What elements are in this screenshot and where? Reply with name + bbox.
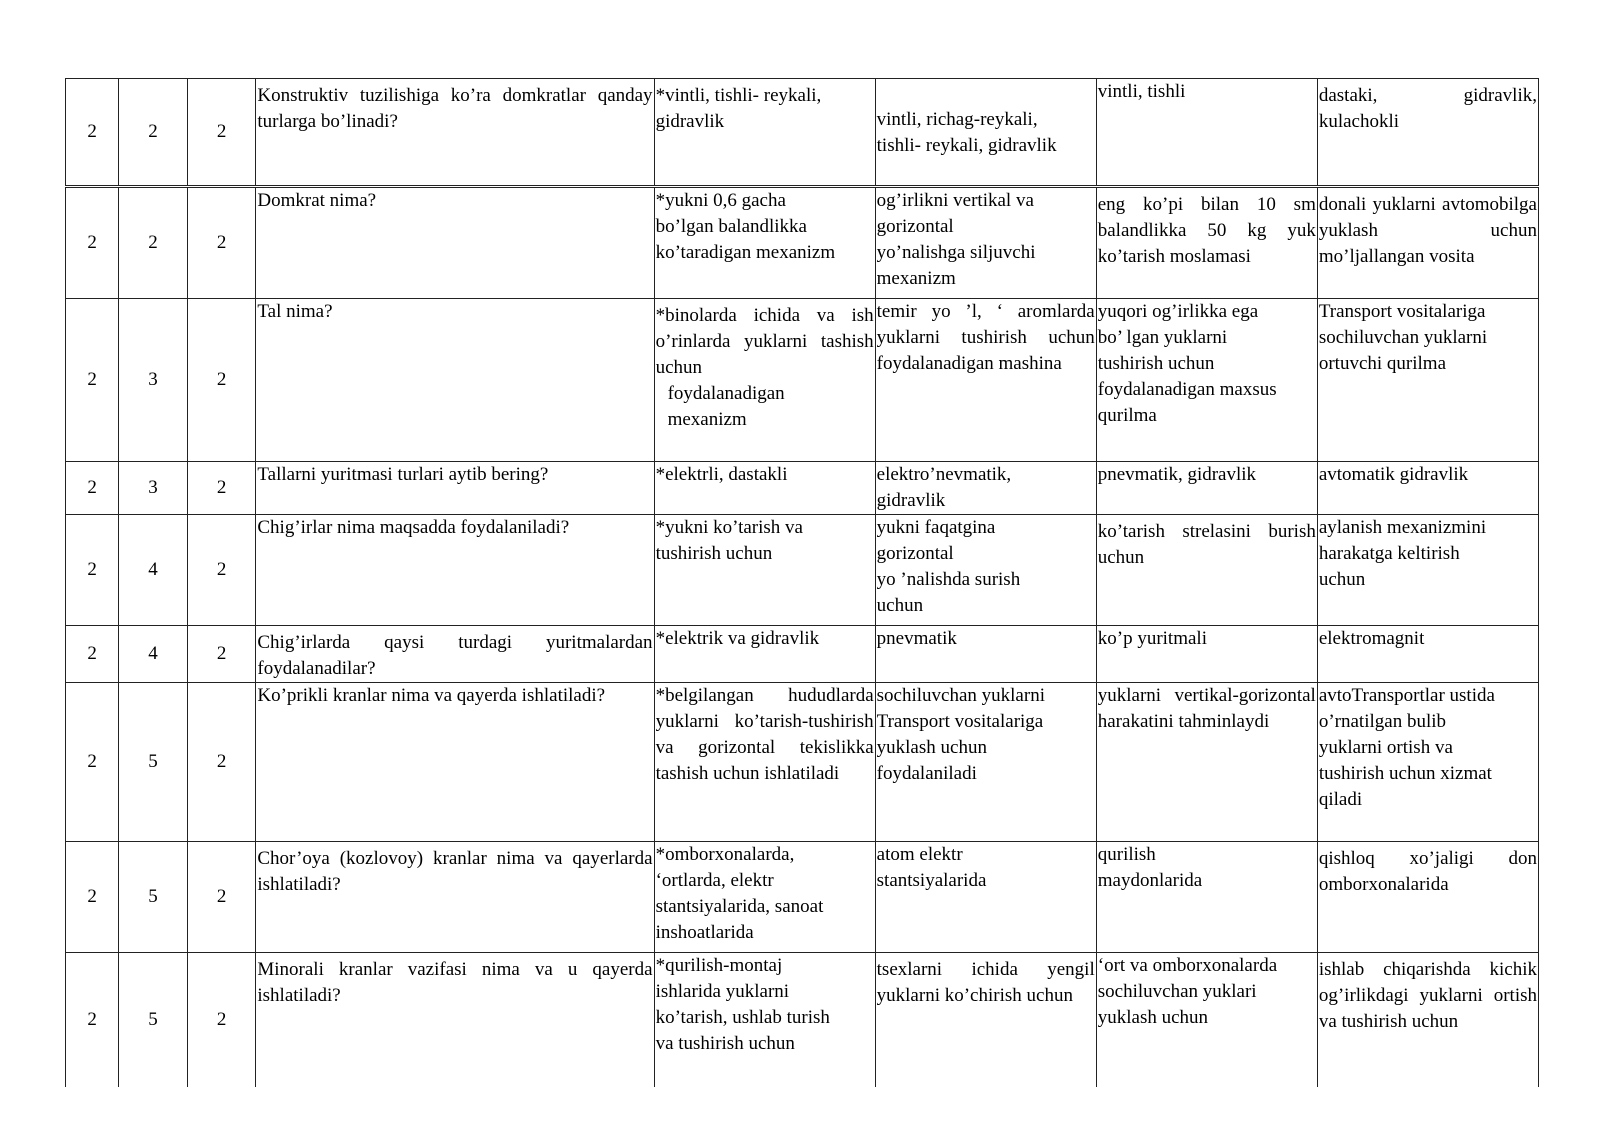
test-questions-table xyxy=(65,78,1539,1087)
answer-option-4: ishlab chiqarishda kichik og’irlikdagi yuklarni ortish va tushirish uchun xyxy=(1317,953,1538,1088)
cell-col1: 2 xyxy=(66,515,119,626)
answer-option-3: pnevmatik, gidravlik xyxy=(1096,462,1317,515)
answer-option-4: donali yuklarni avtomobilga yuklash uchun mo’ljallangan vosita xyxy=(1317,187,1538,299)
answer-option-4: aylanish mexanizmini harakatga keltirish uchun xyxy=(1317,515,1538,626)
answer-option-3: yuklarni vertikal-gorizontal harakatini tahminlaydi xyxy=(1096,683,1317,842)
question-cell: Ko’prikli kranlar nima va qayerda ishlatiladi? xyxy=(256,683,654,842)
correct-answer-cell: *yukni ko’tarish va tushirish uchun xyxy=(654,515,875,626)
cell-col2: 4 xyxy=(119,626,188,683)
cell-col2: 2 xyxy=(119,79,188,187)
question-cell: Domkrat nima? xyxy=(256,187,654,299)
cell-col2: 5 xyxy=(119,953,188,1088)
correct-answer-cell: *omborxonalarda, ‘ortlarda, elektr stantsiyalarida, sanoat inshoatlarida xyxy=(654,842,875,953)
cell-col1: 2 xyxy=(66,953,119,1088)
answer-option-2: og’irlikni vertikal va gorizontal yo’nalishga siljuvchi mexanizm xyxy=(875,187,1096,299)
answer-option-3: eng ko’pi bilan 10 sm balandlikka 50 kg yuk ko’tarish moslamasi xyxy=(1096,187,1317,299)
answer-option-4: Transport vositalariga sochiluvchan yuklarni ortuvchi qurilma xyxy=(1317,299,1538,462)
cell-col3: 2 xyxy=(187,79,256,187)
answer-option-4: avtomatik gidravlik xyxy=(1317,462,1538,515)
table-row xyxy=(66,187,1539,299)
answer-option-2: tsexlarni ichida yengil yuklarni ko’chirish uchun xyxy=(875,953,1096,1088)
answer-option-2: sochiluvchan yuklarni Transport vositalariga yuklash uchun foydalaniladi xyxy=(875,683,1096,842)
answer-option-2: atom elektr stantsiyalarida xyxy=(875,842,1096,953)
answer-option-3: vintli, tishli xyxy=(1096,79,1317,187)
correct-answer-cell xyxy=(654,299,875,462)
table-row xyxy=(66,842,1539,953)
cell-col2: 2 xyxy=(119,187,188,299)
cell-col3: 2 xyxy=(187,626,256,683)
answer-option-4: avtoTransportlar ustida o’rnatilgan bulib yuklarni ortish va tushirish uchun xizmat qiladi xyxy=(1317,683,1538,842)
cell-col1: 2 xyxy=(66,842,119,953)
cell-col3: 2 xyxy=(187,683,256,842)
correct-answer-cell: *qurilish-montaj ishlarida yuklarni ko’tarish, ushlab turish va tushirish uchun xyxy=(654,953,875,1088)
answer-option-4: elektromagnit xyxy=(1317,626,1538,683)
cell-col1: 2 xyxy=(66,79,119,187)
table-row xyxy=(66,626,1539,683)
question-cell: Tal nima? xyxy=(256,299,654,462)
answer-option-3: yuqori og’irlikka ega bo’ lgan yuklarni tushirish uchun foydalanadigan maxsus qurilma xyxy=(1096,299,1317,462)
correct-answer-text: *binolarda ichida va ish o’rinlarda yuklarni tashish uchun xyxy=(655,305,874,378)
table-row xyxy=(66,953,1539,1088)
cell-col3: 2 xyxy=(187,462,256,515)
cell-col3: 2 xyxy=(187,515,256,626)
cell-col3: 2 xyxy=(187,842,256,953)
answer-option-3: ‘ort va omborxonalarda sochiluvchan yuklari yuklash uchun xyxy=(1096,953,1317,1088)
table-row xyxy=(66,683,1539,842)
cell-col1: 2 xyxy=(66,187,119,299)
table-row xyxy=(66,462,1539,515)
cell-col2: 3 xyxy=(119,299,188,462)
cell-col3: 2 xyxy=(187,953,256,1088)
answer-option-2: elektro’nevmatik, gidravlik xyxy=(875,462,1096,515)
answer-option-3: ko’p yuritmali xyxy=(1096,626,1317,683)
cell-col1: 2 xyxy=(66,299,119,462)
question-cell: Minorali kranlar vazifasi nima va u qayerda ishlatiladi? xyxy=(256,953,654,1088)
correct-answer-cell: *elektrik va gidravlik xyxy=(654,626,875,683)
table-row xyxy=(66,515,1539,626)
cell-col1: 2 xyxy=(66,462,119,515)
table-row xyxy=(66,299,1539,462)
cell-col2: 3 xyxy=(119,462,188,515)
cell-col1: 2 xyxy=(66,626,119,683)
question-cell: Chig’irlar nima maqsadda foydalaniladi? xyxy=(256,515,654,626)
cell-col2: 5 xyxy=(119,842,188,953)
cell-col1: 2 xyxy=(66,683,119,842)
correct-answer-cell: *vintli, tishli- reykali, gidravlik xyxy=(654,79,875,187)
cell-col3: 2 xyxy=(187,299,256,462)
answer-option-4: dastaki, gidravlik, kulachokli xyxy=(1317,79,1538,187)
answer-option-3: qurilish maydonlarida xyxy=(1096,842,1317,953)
correct-answer-cell: *elektrli, dastakli xyxy=(654,462,875,515)
answer-option-2: vintli, richag-reykali, tishli- reykali, gidravlik xyxy=(875,79,1096,187)
correct-answer-cell: *yukni 0,6 gacha bo’lgan balandlikka ko’taradigan mexanizm xyxy=(654,187,875,299)
answer-option-2: temir yo ’l, ‘ aromlarda yuklarni tushirish uchun foydalanadigan mashina xyxy=(875,299,1096,462)
answer-option-4: qishloq xo’jaligi don omborxonalarida xyxy=(1317,842,1538,953)
cell-col3: 2 xyxy=(187,187,256,299)
answer-option-3: ko’tarish strelasini burish uchun xyxy=(1096,515,1317,626)
correct-answer-cell: *belgilangan hududlarda yuklarni ko’tarish-tushirish va gorizontal tekislikka tashish uchun ishlatiladi xyxy=(654,683,875,842)
cell-col2: 5 xyxy=(119,683,188,842)
cell-col2: 4 xyxy=(119,515,188,626)
table-row xyxy=(66,79,1539,187)
answer-option-2: pnevmatik xyxy=(875,626,1096,683)
correct-answer-text-cont: foydalanadigan mexanizm xyxy=(667,383,785,430)
question-cell: Tallarni yuritmasi turlari aytib bering? xyxy=(256,462,654,515)
question-cell: Chor’oya (kozlovoy) kranlar nima va qayerlarda ishlatiladi? xyxy=(256,842,654,953)
question-cell: Konstruktiv tuzilishiga ko’ra domkratlar qanday turlarga bo’linadi? xyxy=(256,79,654,187)
answer-option-2: yukni faqatgina gorizontal yo ’nalishda surish uchun xyxy=(875,515,1096,626)
question-cell: Chig’irlarda qaysi turdagi yuritmalardan foydalanadilar? xyxy=(256,626,654,683)
